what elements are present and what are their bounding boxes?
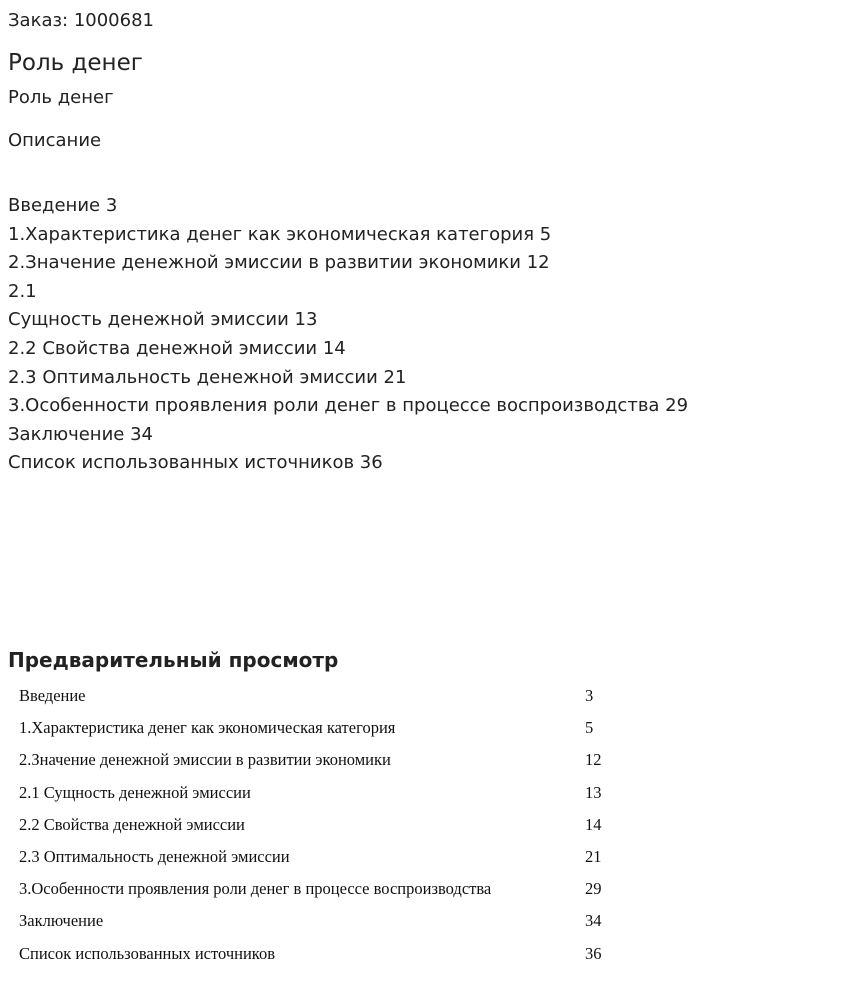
toc-text-line: 3.Особенности проявления роли денег в процессе воспроизводства 29 bbox=[8, 395, 689, 417]
preview-heading: Предварительный просмотр bbox=[8, 648, 339, 672]
toc-text-line: 1.Характеристика денег как экономическая категория 5 bbox=[8, 223, 552, 245]
toc-entry-page: 12 bbox=[585, 750, 602, 770]
table-row bbox=[19, 809, 625, 841]
toc-entry-title: 3.Особенности проявления роли денег в процессе воспроизводства bbox=[19, 879, 492, 899]
toc-entry-title: 2.1 Сущность денежной эмиссии bbox=[19, 782, 251, 802]
toc-entry-page: 3 bbox=[585, 686, 594, 706]
table-row bbox=[19, 841, 625, 873]
toc-entry-page: 29 bbox=[585, 879, 602, 899]
toc-entry-page: 13 bbox=[585, 782, 602, 802]
table-row bbox=[19, 744, 625, 776]
toc-entry-title: Введение bbox=[19, 686, 86, 706]
table-row bbox=[19, 777, 625, 809]
toc-text-line: Введение 3 bbox=[8, 195, 118, 216]
toc-entry-title: 2.2 Свойства денежной эмиссии bbox=[19, 814, 245, 834]
toc-entry-page: 5 bbox=[585, 718, 594, 738]
toc-entry-title: 2.Значение денежной эмиссии в развитии экономики bbox=[19, 750, 391, 770]
toc-text-line: 2.2 Свойства денежной эмиссии 14 bbox=[8, 337, 346, 359]
toc-entry-title: Список использованных источников bbox=[19, 943, 275, 963]
toc-text-line: 2.Значение денежной эмиссии в развитии экономики 12 bbox=[8, 252, 550, 274]
toc-text-line: Список использованных источников 36 bbox=[8, 452, 383, 474]
description-label: Описание bbox=[8, 130, 102, 151]
order-number: Заказ: 1000681 bbox=[8, 10, 154, 31]
toc-entry-title: 1.Характеристика денег как экономическая категория bbox=[19, 718, 396, 738]
toc-entry-title: Заключение bbox=[19, 911, 104, 931]
table-row bbox=[19, 680, 625, 712]
toc-text-line: Сущность денежной эмиссии 13 bbox=[8, 309, 318, 331]
toc-text-line: 2.3 Оптимальность денежной эмиссии 21 bbox=[8, 366, 407, 388]
toc-text-list bbox=[8, 192, 688, 478]
toc-entry-page: 14 bbox=[585, 814, 602, 834]
toc-entry-page: 21 bbox=[585, 847, 602, 867]
preview-toc-table bbox=[19, 680, 625, 970]
toc-entry-page: 36 bbox=[585, 943, 602, 963]
table-row bbox=[19, 905, 625, 937]
table-row bbox=[19, 873, 625, 905]
toc-text-line: 2.1 bbox=[8, 280, 37, 302]
toc-text-line: Заключение 34 bbox=[8, 423, 153, 445]
toc-entry-page: 34 bbox=[585, 911, 602, 931]
page-title: Роль денег bbox=[8, 50, 143, 76]
toc-entry-title: 2.3 Оптимальность денежной эмиссии bbox=[19, 847, 290, 867]
table-row bbox=[19, 712, 625, 744]
page-subtitle: Роль денег bbox=[8, 87, 114, 108]
table-row bbox=[19, 938, 625, 970]
